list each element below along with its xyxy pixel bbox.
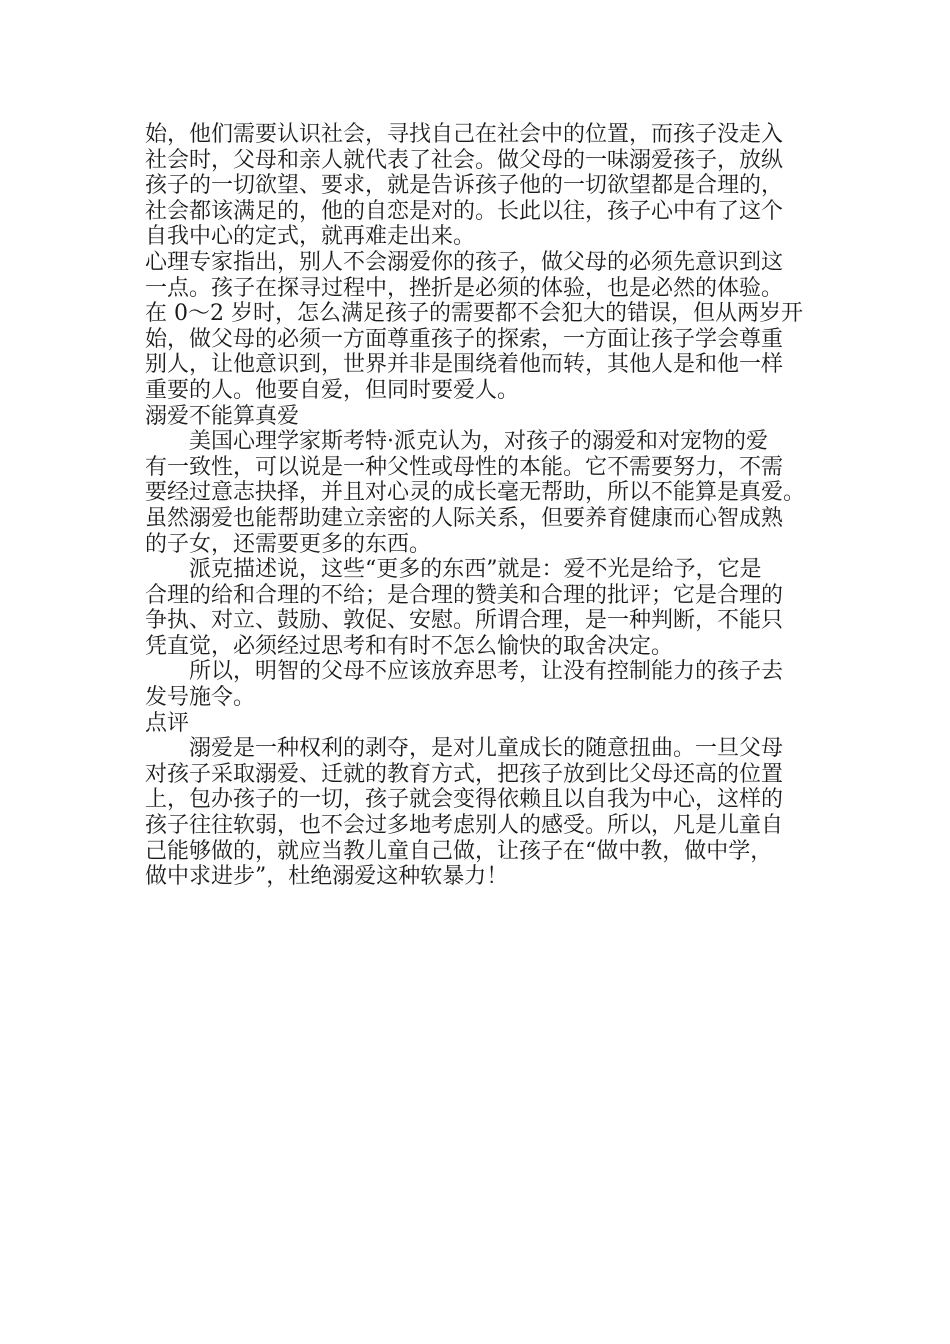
text-line: 心理专家指出，别人不会溺爱你的孩子，做父母的必须先意识到这 [145,249,784,275]
text-line: 始，他们需要认识社会，寻找自己在社会中的位置，而孩子没走入 [145,122,784,147]
section-heading: 溺爱不能算真爱 [145,403,300,429]
text-line: 别人，让他意识到，世界并非是围绕着他而转，其他人是和他一样 [145,352,784,378]
text-line: 要经过意志抉择，并且对心灵的成长毫无帮助，所以不能算是真爱。 [145,480,806,506]
text-line: 做中求进步”，杜绝溺爱这种软暴力！ [145,864,509,890]
text-line: 有一致性，可以说是一种父性或母性的本能。它不需要努力，不需 [145,454,784,480]
text-line: 合理的给和合理的不给；是合理的赞美和合理的批评；它是合理的 [145,582,784,608]
text-line: 发号施令。 [145,685,256,711]
text-line: 自我中心的定式，就再难走出来。 [145,224,476,250]
article-body [145,122,820,890]
text-line: 的子女，还需要更多的东西。 [145,531,432,557]
section-heading: 点评 [145,710,190,736]
text-line: 在 0～2 岁时，怎么满足孩子的需要都不会犯大的错误，但从两岁开 [145,301,803,327]
text-line: 争执、对立、鼓励、敦促、安慰。所谓合理，是一种判断，不能只 [145,608,784,634]
text-line: 社会时，父母和亲人就代表了社会。做父母的一味溺爱孩子，放纵 [145,147,784,173]
text-line: 虽然溺爱也能帮助建立亲密的人际关系，但要养育健康而心智成熟 [145,505,784,531]
text-line: 己能够做的，就应当教儿童自己做，让孩子在“做中教，做中学， [145,838,773,864]
text-line: 所以，明智的父母不应该放弃思考，让没有控制能力的孩子去 [145,659,784,685]
text-line: 派克描述说，这些“更多的东西”就是：爱不光是给予，它是 [145,557,762,583]
text-line: 社会都该满足的，他的自恋是对的。长此以往，孩子心中有了这个 [145,198,784,224]
text-line: 上，包办孩子的一切，孩子就会变得依赖且以自我为中心，这样的 [145,787,784,813]
text-line: 始，做父母的必须一方面尊重孩子的探索，一方面让孩子学会尊重 [145,326,784,352]
text-line: 对孩子采取溺爱、迁就的教育方式，把孩子放到比父母还高的位置 [145,761,784,787]
text-line: 一点。孩子在探寻过程中，挫折是必须的体验，也是必然的体验。 [145,275,784,301]
text-line: 重要的人。他要自爱，但同时要爱人。 [145,377,520,403]
text-line: 孩子的一切欲望、要求，就是告诉孩子他的一切欲望都是合理的， [145,173,784,199]
text-line: 孩子往往软弱，也不会过多地考虑别人的感受。所以，凡是儿童自 [145,813,784,839]
text-line: 溺爱是一种权利的剥夺，是对儿童成长的随意扭曲。一旦父母 [145,736,784,762]
text-line: 美国心理学家斯考特·派克认为，对孩子的溺爱和对宠物的爱 [145,429,768,455]
text-line: 凭直觉，必须经过思考和有时不怎么愉快的取舍决定。 [145,633,674,659]
